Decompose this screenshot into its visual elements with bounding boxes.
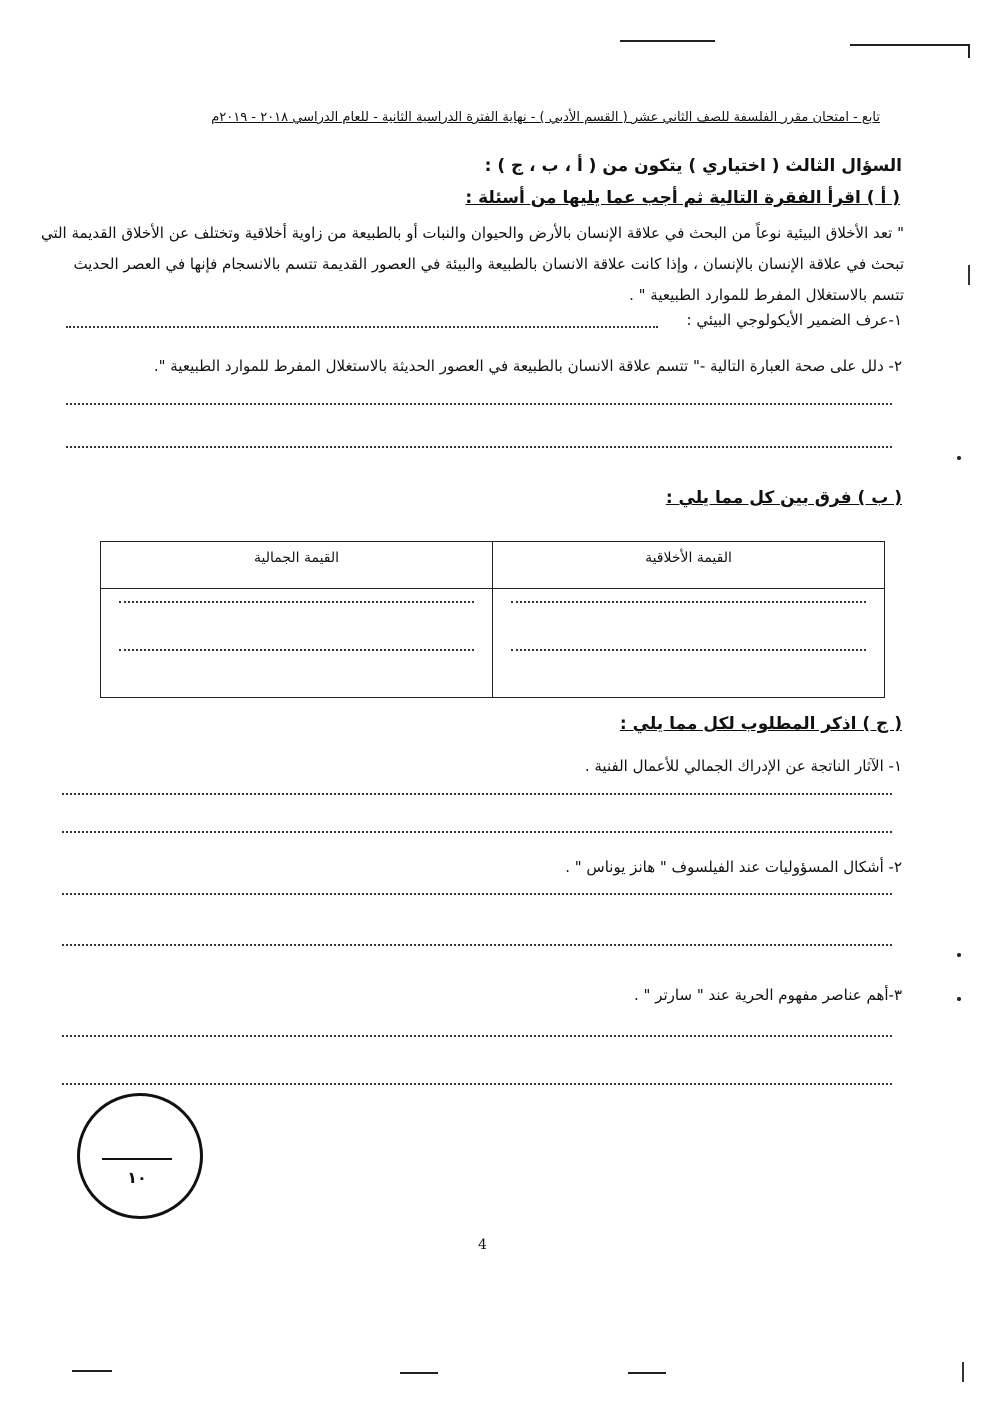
answer-dotted-line[interactable] — [511, 601, 866, 603]
answer-dotted-line[interactable] — [119, 601, 474, 603]
scan-artifact-tick — [968, 44, 970, 58]
question-title: السؤال الثالث ( اختياري ) يتكون من ( أ ، ب ، ج ) : — [484, 156, 902, 176]
score-divider — [102, 1158, 172, 1160]
scan-artifact-line — [850, 44, 970, 46]
aesthetic-value-answer-cell[interactable] — [101, 589, 493, 698]
scan-artifact-dot — [957, 953, 961, 957]
page-number: 4 — [478, 1237, 487, 1253]
part-a-heading: ( أ ) اقرأ الفقرة التالية ثم أجب عما يليها من أسئلة : — [465, 188, 900, 208]
answer-line-a2-1[interactable] — [66, 403, 892, 405]
column-header-aesthetic-value: القيمة الجمالية — [101, 542, 493, 589]
part-b-heading: ( ب ) فرق بين كل مما يلي : — [665, 488, 902, 508]
question-a2: ٢- دلل على صحة العبارة التالية -" تتسم علاقة الانسان بالطبيعة في العصور الحديثة بالاستغلال المفرط للموارد الطبيعية ". — [153, 357, 902, 375]
column-header-moral-value: القيمة الأخلاقية — [493, 542, 885, 589]
exam-header: تابع - امتحان مقرر الفلسفة للصف الثاني عشر ( القسم الأدبي ) - نهاية الفترة الدراسية الثانية - للعام الدراسي ٢٠١٨ - ٢٠١٩م — [211, 110, 880, 125]
passage-text: " تعد الأخلاق البيئية نوعاً من البحث في علاقة الإنسان بالأرض والحيوان والنبات أو بالطبيعة من زاوية أخلاقية وتختلف عن الأخلاق القديمة التي تبحث في علاقة الإنسان بالإنسان ، وإذا كانت علاقة الانسان بالطبيعة والبيئة في العصور القديمة تتسم بالانسجام فإنها في العصر الحديث تتسم بالاستغلال المفرط للموارد الطبيعية " . — [40, 224, 904, 304]
answer-line-c2-1[interactable] — [62, 893, 892, 895]
answer-line-c3-2[interactable] — [62, 1083, 892, 1085]
scan-artifact-dot — [957, 456, 961, 460]
scan-artifact-line — [400, 1372, 438, 1374]
answer-line-a2-2[interactable] — [66, 446, 892, 448]
part-c-heading: ( ج ) اذكر المطلوب لكل مما يلي : — [619, 714, 902, 734]
scan-artifact-dot — [957, 997, 961, 1001]
scan-artifact-line — [628, 1372, 666, 1374]
answer-dotted-line[interactable] — [119, 649, 474, 651]
score-max: ١٠ — [127, 1168, 147, 1187]
answer-line-a1[interactable] — [66, 326, 658, 328]
question-a1: ١-عرف الضمير الأيكولوجي البيئي : — [686, 311, 902, 329]
question-c3: ٣-أهم عناصر مفهوم الحرية عند " سارتر " . — [634, 986, 902, 1004]
answer-line-c2-2[interactable] — [62, 944, 892, 946]
scan-artifact-tick — [968, 265, 970, 285]
answer-line-c1-2[interactable] — [62, 831, 892, 833]
question-c1: ١- الآثار الناتجة عن الإدراك الجمالي للأعمال الفنية . — [584, 757, 902, 775]
comparison-table — [100, 541, 885, 698]
scan-artifact-tick — [962, 1362, 964, 1382]
moral-value-answer-cell[interactable] — [493, 589, 885, 698]
scan-artifact-line — [72, 1370, 112, 1372]
answer-line-c1-1[interactable] — [62, 793, 892, 795]
score-circle — [77, 1093, 203, 1219]
scan-artifact-line — [620, 40, 715, 42]
question-c2: ٢- أشكال المسؤوليات عند الفيلسوف " هانز يوناس " . — [565, 858, 902, 876]
answer-dotted-line[interactable] — [511, 649, 866, 651]
answer-line-c3-1[interactable] — [62, 1035, 892, 1037]
